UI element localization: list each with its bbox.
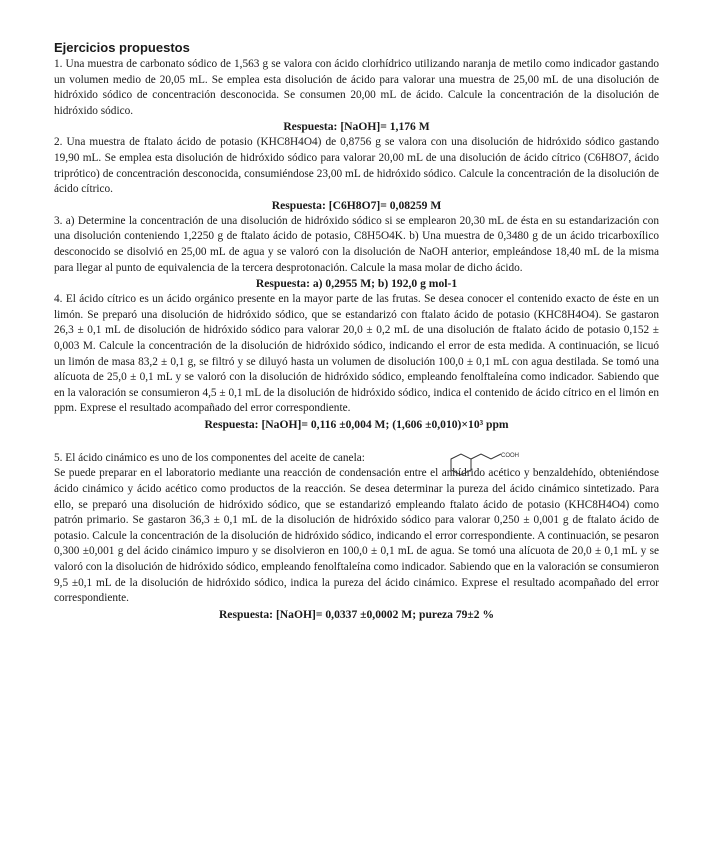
- exercise-4-answer: Respuesta: [NaOH]= 0,116 ±0,004 M; (1,606 ±0,010)×10³ ppm: [204, 417, 509, 431]
- exercise-5-intro: 5. El ácido cinámico es uno de los componentes del aceite de canela:: [54, 451, 365, 464]
- exercise-3-text: 3. a) Determine la concentración de una disolución de hidróxido sódico si se emplearon 20,30 mL de ésta en su estandarización con una disolución conteniendo 1,2250 g de ftalato ácido de potasio, C8H5O4K. b) Una muestra de 0,3480 g de un ácido tricarboxílico desconocido se disolvió en 25,00 mL de agua y se valoró con la disolución de NaOH anterior, empleándose 18,40 mL de la misma para llegar al punto de equivalencia de la tercera desprotonación. Calcule la masa molar de dicho ácido.: [54, 214, 659, 274]
- exercise-sheet: [54, 40, 659, 623]
- exercise-2-answer: Respuesta: [C6H8O7]= 0,08259 M: [271, 198, 442, 212]
- molecule-label: COOH: [501, 452, 519, 459]
- exercise-5-answer: Respuesta: [NaOH]= 0,0337 ±0,0002 M; pureza 79±2 %: [218, 607, 495, 621]
- exercise-1-text: 1. Una muestra de carbonato sódico de 1,563 g se valora con ácido clorhídrico utilizando naranja de metilo como indicador gastando un volumen medio de 20,05 mL. Se emplea esta disolución de ácido para valorar una muestra de 25,00 mL de una disolución de hidróxido sódico de concentración desconocida. Se consumen 20,00 mL de ácido. Calcule la concentración de la disolución de hidróxido sódico.: [54, 58, 659, 117]
- exercise-5-text: Se puede preparar en el laboratorio mediante una reacción de condensación entre el anhídrido acético y benzaldehído, obteniéndose ácido cinámico y ácido acético como productos de la reacción. Se desea determinar la pureza del ácido cinámico sintetizado. Para ello, se preparó una disolución de hidróxido sódico, que se estandarizó empleando ftalato ácido de potasio (KHC8H4O4) como patrón primario. Se gastaron 36,3 ± 0,1 mL de la disolución de hidróxido sódico para valorar 0,250 ± 0,001 g de ftalato ácido de potasio. Calcule la concentración de la disolución de hidróxido sódico, indicando el error correspondiente. A continuación, se pesaron 0,300 ±0,001 g del ácido cinámico impuro y se disolvieron en 100,0 ± 0,1 mL de agua. Se tomó una alícuota de 20,0 ± 0,1 mL y se valoró con la disolución de hidróxido sódico, empleando fenolftaleína como indicador. Sabiendo que en la valoración se consumieron 9,5 ±0,1 mL de la disolución de hidróxido sódico, indica la pureza del ácido cinámico. Exprese el resultado acompañado del error correspondiente.: [54, 467, 659, 605]
- page-title: Ejercicios propuestos: [54, 40, 190, 55]
- exercise-1-answer: Respuesta: [NaOH]= 1,176 M: [283, 120, 430, 134]
- exercise-4-text: 4. El ácido cítrico es un ácido orgánico presente en la mayor parte de las frutas. Se desea conocer el contenido exacto de éste en un limón. Se preparó una disolución de hidróxido sódico, que se estandarizó con ftalato ácido de potasio (KHC8H4O4). Se gastaron 26,3 ± 0,1 mL de disolución de hidróxido sódico para valorar 20,0 ± 0,2 mL de una disolución de ftalato ácido de potasio 0,152 ± 0,003 M. Calcule la concentración de la disolución de hidróxido sódico, indicando el error de esta medida. A continuación, se licuó un limón de masa 83,2 ± 0,1 g, se filtró y se diluyó hasta un volumen de disolución 100,0 ± 0,1 mL con agua destilada. Se tomó una alícuota de 25,0 ± 0,1 mL y se valoró con la disolución de hidróxido sódico, empleando fenolftaleína como indicador. Sabiendo que en la valoración se consumieron 4,5 ± 0,1 mL de la disolución de hidróxido sódico, indica el contenido de ácido cítrico en el limón en ppm. Exprese el resultado acompañado del error correspondiente.: [54, 293, 659, 415]
- cinnamic-acid-structure-icon: [439, 451, 529, 483]
- exercise-2-text: 2. Una muestra de ftalato ácido de potasio (KHC8H4O4) de 0,8756 g se valora con una disolución de hidróxido sódico gastando 19,90 mL. Se emplea esta disolución de hidróxido sódico para valorar 20,00 mL de una disolución de ácido cítrico (C6H8O7, ácido triprótico) de concentración desconocida, consumiéndose 23,00 mL de hidróxido sódico. Calcule la concentración de la disolución de ácido cítrico.: [54, 136, 659, 196]
- exercise-3-answer: Respuesta: a) 0,2955 M; b) 192,0 g mol-1: [255, 277, 458, 291]
